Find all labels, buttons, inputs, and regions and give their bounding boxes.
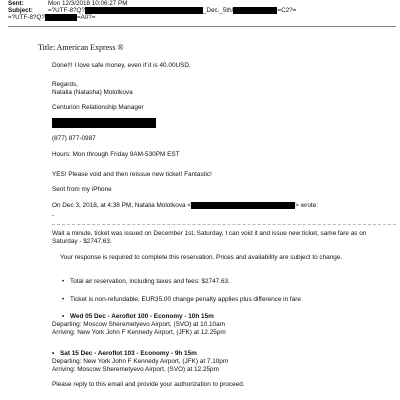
subject-label: Subject: — [8, 7, 33, 15]
dash: - — [52, 212, 55, 219]
wrote-prefix: On Dec 3, 2018, at 4:38 PM, Natalia Molotkova < — [52, 202, 192, 210]
redaction-block — [233, 7, 277, 14]
signature-role: Centurion Relationship Manager — [52, 104, 144, 111]
bullet-dot: • — [62, 278, 65, 285]
sent-from: Sent from my iPhone — [52, 186, 112, 193]
redaction-block — [45, 14, 77, 21]
document-title: Title: American Express ® — [38, 43, 124, 52]
sent-label: Sent: — [8, 0, 24, 7]
bullet-dot: • — [62, 313, 65, 320]
subject-middle: _Dec._5th/ — [202, 7, 234, 15]
bullet-dot: • — [62, 296, 65, 303]
flight2-arriving: Arriving: Moscow Sheremetyevo Airport, (SVO) at 12.25pm — [52, 366, 219, 373]
redaction-block — [85, 7, 203, 14]
yes-line: YES! Please void and then reissue new ticket! Fantastic! — [52, 171, 212, 178]
reply-line: Done!!! I love safe money, even if it is 40.00USD. — [52, 62, 191, 69]
quoted-response: Your response is required to complete this reservation. Prices and availability are subject to change. — [60, 254, 343, 261]
flight1-arriving: Arriving: New York John F Kennedy Airport, (JFK) at 12.25pm — [52, 329, 226, 336]
subject-prefix: =?UTF-8?Q? — [48, 7, 85, 15]
subject-row-2 — [8, 14, 95, 21]
bullet-dot: • — [52, 350, 55, 357]
closing-line: Please reply to this email and provide your authorization to proceed. — [52, 381, 245, 388]
wrote-line — [52, 202, 382, 210]
flight2-title: Sat 15 Dec - Aeroflot 103 - Economy - 9h 15m — [60, 350, 197, 357]
quote-divider — [52, 224, 396, 225]
quoted-intro: Wait a minute, ticket was issued on December 1st, Saturday, I can void it and issue new ticket, same fare as on Saturday - $2747.63. — [52, 230, 367, 245]
signature-phone: (877) 877-0987 — [52, 135, 96, 142]
subject-line2-end: =A0?= — [76, 14, 96, 22]
redaction-block — [52, 118, 156, 128]
redaction-block — [191, 202, 295, 209]
flight1-title: Wed 05 Dec - Aeroflot 100 - Economy - 10h 15m — [70, 313, 214, 320]
sent-value: Mon 12/3/2018 10:06:27 PM — [48, 0, 128, 7]
subject-line2-prefix: =?UTF-8?Q? — [8, 14, 45, 22]
header-divider — [8, 26, 396, 27]
flight1-departing: Departing: Moscow Sheremetyevo Airport, (SVO) at 10.10am — [52, 321, 225, 328]
subject-end: =C2?= — [277, 7, 297, 15]
signature-name: Natalia (Natasha) Molotkova — [52, 89, 133, 96]
regards: Regards, — [52, 81, 78, 88]
sent-row — [8, 0, 127, 7]
bullet-ticket: Ticket is non-refundable, EUR35.00 change penalty applies plus difference in fare — [70, 296, 301, 303]
signature-hours: Hours: Mon through Friday 9AM-530PM EST — [52, 151, 180, 158]
wrote-suffix: > wrote: — [295, 202, 318, 210]
flight2-departing: Departing: New York John F Kennedy Airport, (JFK) at 7.10pm — [52, 358, 229, 365]
bullet-total: Total air reservation, including taxes and fees: $2747.63. — [70, 278, 230, 285]
